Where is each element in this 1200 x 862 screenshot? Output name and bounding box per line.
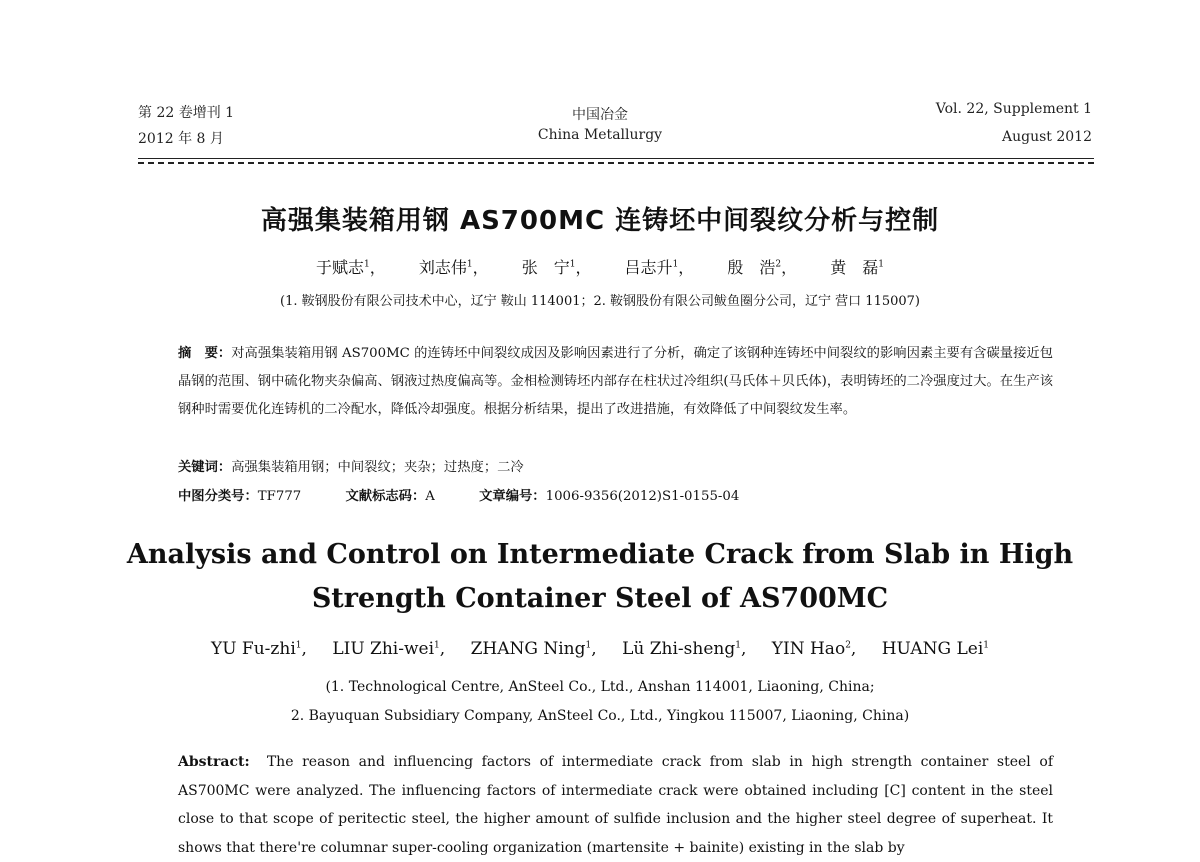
doc-code-value: A [425, 489, 435, 504]
abstract-en-text: The reason and influencing factors of intermediate crack from slab in high strength container steel of AS700MC were analyzed. The influencing factors of intermediate crack were obtained including [C] content in the steel close to that scope of peritectic steel, the higher amount of sulfide inclusion and the higher steel degree of superheat. It shows that there're columnar super-cooling organization (martensite + bainite) existing in the slab by [178, 754, 1053, 856]
abstract-en-label: Abstract: [178, 754, 250, 770]
abstract-cn-text: 对高强集装箱用钢 AS700MC 的连铸坯中间裂纹成因及影响因素进行了分析，确定了该钢种连铸坯中间裂纹的影响因素主要有含碳量接近包晶钢的范围、钢中硫化物夹杂偏高、钢液过热度偏高等。金相检测铸坯内部存在柱状过冷组织(马氏体＋贝氏体)，表明铸坯的二冷强度过大。在生产该钢种时需要优化连铸机的二冷配水，降低冷却强度。根据分析结果，提出了改进措施，有效降低了中间裂纹发生率。 [178, 346, 1053, 417]
abstract-cn [178, 340, 1053, 424]
author-en: YU Fu-zhi$^1$, [210, 639, 307, 659]
author-cn: 黄 磊$^1$ [830, 258, 885, 277]
header-date-cn: 2012 年 8 月 [138, 131, 224, 147]
author-en: ZHANG Ning$^1$, [470, 639, 597, 659]
clc-value: TF777 [257, 489, 302, 504]
header-volume-cn: 第 22 卷增刊 1 [138, 105, 235, 121]
header-volume-en: Vol. 22, Supplement 1 [935, 101, 1092, 117]
header-journal-cn: 中国冶金 [572, 107, 628, 123]
abstract-en [178, 748, 1053, 862]
classification-cn [178, 485, 779, 504]
affiliation-en-line2: 2. Bayuquan Subsidiary Company, AnSteel Co., Ltd., Yingkou 115007, Liaoning, China) [290, 708, 910, 724]
author-en: Lü Zhi-sheng$^1$, [622, 639, 747, 659]
article-no-value: 1006-9356(2012)S1-0155-04 [545, 489, 740, 504]
author-en: LIU Zhi-wei$^1$, [332, 639, 446, 659]
paper-title-en [0, 533, 1200, 621]
author-cn: 殷 浩$^2$， [727, 258, 798, 277]
header-date-en: August 2012 [1002, 129, 1092, 145]
author-cn: 吕志升$^1$， [624, 258, 695, 277]
paper-title-cn: 高强集装箱用钢 AS700MC 连铸坯中间裂纹分析与控制 [260, 206, 940, 236]
author-en: HUANG Lei$^1$ [881, 639, 990, 659]
author-cn: 张 宁$^1$， [521, 258, 592, 277]
author-cn: 刘志伟$^1$， [418, 258, 489, 277]
keywords-cn [178, 456, 524, 475]
clc-label: 中图分类号： [178, 489, 258, 504]
paper-title-en-line2: Strength Container Steel of AS700MC [311, 583, 889, 614]
affiliation-cn: (1. 鞍钢股份有限公司技术中心，辽宁 鞍山 114001；2. 鞍钢股份有限公司鲅鱼圈分公司，辽宁 营口 115007) [280, 294, 920, 309]
affiliation-en [0, 673, 1200, 731]
author-list-cn [0, 255, 1200, 278]
author-list-en [0, 639, 1200, 659]
header-rule-bottom [138, 162, 1094, 164]
affiliation-en-line1: (1. Technological Centre, AnSteel Co., Ltd., Anshan 114001, Liaoning, China; [325, 679, 875, 695]
keywords-cn-label: 关键词： [178, 460, 232, 475]
header-journal-en: China Metallurgy [537, 127, 663, 143]
header-rule-top [138, 158, 1094, 159]
paper-title-en-line1: Analysis and Control on Intermediate Crack from Slab in High [126, 539, 1074, 570]
abstract-cn-label: 摘 要： [178, 346, 232, 361]
keywords-cn-text: 高强集装箱用钢；中间裂纹；夹杂；过热度；二冷 [231, 460, 524, 475]
article-no-label: 文章编号： [479, 489, 546, 504]
author-en: YIN Hao$^2$, [771, 639, 857, 659]
doc-code-label: 文献标志码： [345, 489, 426, 504]
author-cn: 于赋志$^1$， [315, 258, 386, 277]
